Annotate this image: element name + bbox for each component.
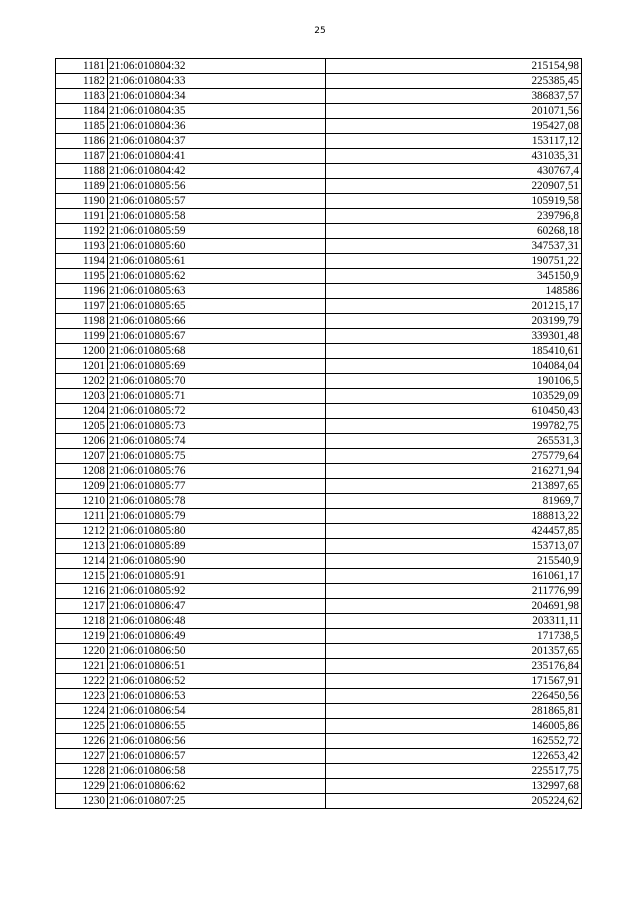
cadastral-number-cell: 21:06:010805:59 xyxy=(108,224,326,239)
table-row xyxy=(56,629,582,644)
row-number-cell: 1183 xyxy=(56,89,108,104)
cadastral-number-cell: 21:06:010806:54 xyxy=(108,704,326,719)
table-row xyxy=(56,209,582,224)
cadastral-number-cell: 21:06:010806:62 xyxy=(108,779,326,794)
row-number-cell: 1186 xyxy=(56,134,108,149)
table-row xyxy=(56,734,582,749)
cadastral-number-cell: 21:06:010804:36 xyxy=(108,119,326,134)
table-row xyxy=(56,689,582,704)
value-cell: 215154,98 xyxy=(326,59,582,74)
row-number-cell: 1213 xyxy=(56,539,108,554)
cadastral-number-cell: 21:06:010805:56 xyxy=(108,179,326,194)
cadastral-number-cell: 21:06:010805:63 xyxy=(108,284,326,299)
value-cell: 610450,43 xyxy=(326,404,582,419)
table-row xyxy=(56,329,582,344)
table-row xyxy=(56,194,582,209)
cadastral-number-cell: 21:06:010805:70 xyxy=(108,374,326,389)
table-row xyxy=(56,254,582,269)
table-row xyxy=(56,449,582,464)
row-number-cell: 1216 xyxy=(56,584,108,599)
value-cell: 235176,84 xyxy=(326,659,582,674)
value-cell: 201357,65 xyxy=(326,644,582,659)
row-number-cell: 1212 xyxy=(56,524,108,539)
table-row xyxy=(56,419,582,434)
row-number-cell: 1188 xyxy=(56,164,108,179)
value-cell: 185410,61 xyxy=(326,344,582,359)
row-number-cell: 1191 xyxy=(56,209,108,224)
row-number-cell: 1196 xyxy=(56,284,108,299)
cadastral-number-cell: 21:06:010806:52 xyxy=(108,674,326,689)
table-row xyxy=(56,134,582,149)
registry-table-body xyxy=(56,59,582,809)
table-row xyxy=(56,389,582,404)
row-number-cell: 1210 xyxy=(56,494,108,509)
row-number-cell: 1222 xyxy=(56,674,108,689)
value-cell: 188813,22 xyxy=(326,509,582,524)
value-cell: 104084,04 xyxy=(326,359,582,374)
table-row xyxy=(56,599,582,614)
cadastral-number-cell: 21:06:010805:75 xyxy=(108,449,326,464)
value-cell: 190106,5 xyxy=(326,374,582,389)
cadastral-number-cell: 21:06:010806:53 xyxy=(108,689,326,704)
table-row xyxy=(56,644,582,659)
value-cell: 122653,42 xyxy=(326,749,582,764)
value-cell: 205224,62 xyxy=(326,794,582,809)
value-cell: 265531,3 xyxy=(326,434,582,449)
value-cell: 161061,17 xyxy=(326,569,582,584)
value-cell: 430767,4 xyxy=(326,164,582,179)
table-row xyxy=(56,704,582,719)
table-row xyxy=(56,119,582,134)
cadastral-number-cell: 21:06:010805:62 xyxy=(108,269,326,284)
value-cell: 225385,45 xyxy=(326,74,582,89)
cadastral-number-cell: 21:06:010804:37 xyxy=(108,134,326,149)
cadastral-number-cell: 21:06:010805:74 xyxy=(108,434,326,449)
value-cell: 281865,81 xyxy=(326,704,582,719)
value-cell: 201215,17 xyxy=(326,299,582,314)
row-number-cell: 1226 xyxy=(56,734,108,749)
table-row xyxy=(56,779,582,794)
row-number-cell: 1209 xyxy=(56,479,108,494)
table-row xyxy=(56,584,582,599)
row-number-cell: 1223 xyxy=(56,689,108,704)
value-cell: 171567,91 xyxy=(326,674,582,689)
table-row xyxy=(56,494,582,509)
table-row xyxy=(56,299,582,314)
row-number-cell: 1194 xyxy=(56,254,108,269)
row-number-cell: 1203 xyxy=(56,389,108,404)
row-number-cell: 1225 xyxy=(56,719,108,734)
table-row xyxy=(56,659,582,674)
value-cell: 204691,98 xyxy=(326,599,582,614)
cadastral-number-cell: 21:06:010807:25 xyxy=(108,794,326,809)
table-row xyxy=(56,524,582,539)
row-number-cell: 1201 xyxy=(56,359,108,374)
cadastral-number-cell: 21:06:010806:56 xyxy=(108,734,326,749)
table-row xyxy=(56,59,582,74)
table-row xyxy=(56,224,582,239)
value-cell: 220907,51 xyxy=(326,179,582,194)
cadastral-number-cell: 21:06:010804:35 xyxy=(108,104,326,119)
table-row xyxy=(56,374,582,389)
row-number-cell: 1198 xyxy=(56,314,108,329)
table-row xyxy=(56,434,582,449)
row-number-cell: 1184 xyxy=(56,104,108,119)
value-cell: 60268,18 xyxy=(326,224,582,239)
value-cell: 132997,68 xyxy=(326,779,582,794)
row-number-cell: 1206 xyxy=(56,434,108,449)
table-row xyxy=(56,569,582,584)
value-cell: 215540,9 xyxy=(326,554,582,569)
row-number-cell: 1220 xyxy=(56,644,108,659)
cadastral-number-cell: 21:06:010804:32 xyxy=(108,59,326,74)
cadastral-number-cell: 21:06:010805:80 xyxy=(108,524,326,539)
value-cell: 146005,86 xyxy=(326,719,582,734)
value-cell: 386837,57 xyxy=(326,89,582,104)
value-cell: 275779,64 xyxy=(326,449,582,464)
table-row xyxy=(56,794,582,809)
value-cell: 195427,08 xyxy=(326,119,582,134)
cadastral-number-cell: 21:06:010805:67 xyxy=(108,329,326,344)
cadastral-number-cell: 21:06:010804:41 xyxy=(108,149,326,164)
row-number-cell: 1182 xyxy=(56,74,108,89)
table-row xyxy=(56,464,582,479)
table-row xyxy=(56,614,582,629)
value-cell: 203199,79 xyxy=(326,314,582,329)
row-number-cell: 1192 xyxy=(56,224,108,239)
table-row xyxy=(56,269,582,284)
value-cell: 239796,8 xyxy=(326,209,582,224)
value-cell: 190751,22 xyxy=(326,254,582,269)
cadastral-number-cell: 21:06:010805:58 xyxy=(108,209,326,224)
table-row xyxy=(56,404,582,419)
table-row xyxy=(56,104,582,119)
value-cell: 226450,56 xyxy=(326,689,582,704)
cadastral-number-cell: 21:06:010805:61 xyxy=(108,254,326,269)
cadastral-number-cell: 21:06:010805:66 xyxy=(108,314,326,329)
cadastral-number-cell: 21:06:010806:55 xyxy=(108,719,326,734)
table-row xyxy=(56,509,582,524)
table-row xyxy=(56,89,582,104)
registry-table xyxy=(55,58,582,809)
value-cell: 199782,75 xyxy=(326,419,582,434)
value-cell: 201071,56 xyxy=(326,104,582,119)
table-row xyxy=(56,149,582,164)
row-number-cell: 1224 xyxy=(56,704,108,719)
value-cell: 339301,48 xyxy=(326,329,582,344)
row-number-cell: 1227 xyxy=(56,749,108,764)
value-cell: 162552,72 xyxy=(326,734,582,749)
row-number-cell: 1229 xyxy=(56,779,108,794)
row-number-cell: 1189 xyxy=(56,179,108,194)
row-number-cell: 1215 xyxy=(56,569,108,584)
table-row xyxy=(56,239,582,254)
row-number-cell: 1202 xyxy=(56,374,108,389)
cadastral-number-cell: 21:06:010806:48 xyxy=(108,614,326,629)
cadastral-number-cell: 21:06:010805:91 xyxy=(108,569,326,584)
value-cell: 424457,85 xyxy=(326,524,582,539)
cadastral-number-cell: 21:06:010804:33 xyxy=(108,74,326,89)
cadastral-number-cell: 21:06:010804:34 xyxy=(108,89,326,104)
row-number-cell: 1228 xyxy=(56,764,108,779)
row-number-cell: 1195 xyxy=(56,269,108,284)
row-number-cell: 1181 xyxy=(56,59,108,74)
cadastral-number-cell: 21:06:010805:92 xyxy=(108,584,326,599)
row-number-cell: 1208 xyxy=(56,464,108,479)
value-cell: 171738,5 xyxy=(326,629,582,644)
value-cell: 431035,31 xyxy=(326,149,582,164)
row-number-cell: 1217 xyxy=(56,599,108,614)
row-number-cell: 1187 xyxy=(56,149,108,164)
cadastral-number-cell: 21:06:010805:78 xyxy=(108,494,326,509)
page-number: 25 xyxy=(314,26,326,36)
cadastral-number-cell: 21:06:010805:79 xyxy=(108,509,326,524)
value-cell: 213897,65 xyxy=(326,479,582,494)
value-cell: 153117,12 xyxy=(326,134,582,149)
value-cell: 347537,31 xyxy=(326,239,582,254)
value-cell: 105919,58 xyxy=(326,194,582,209)
value-cell: 153713,07 xyxy=(326,539,582,554)
table-row xyxy=(56,164,582,179)
row-number-cell: 1219 xyxy=(56,629,108,644)
cadastral-number-cell: 21:06:010805:65 xyxy=(108,299,326,314)
cadastral-number-cell: 21:06:010805:76 xyxy=(108,464,326,479)
row-number-cell: 1214 xyxy=(56,554,108,569)
cadastral-number-cell: 21:06:010805:89 xyxy=(108,539,326,554)
cadastral-number-cell: 21:06:010806:49 xyxy=(108,629,326,644)
value-cell: 81969,7 xyxy=(326,494,582,509)
table-row xyxy=(56,539,582,554)
cadastral-number-cell: 21:06:010806:47 xyxy=(108,599,326,614)
cadastral-number-cell: 21:06:010805:77 xyxy=(108,479,326,494)
table-row xyxy=(56,359,582,374)
cadastral-number-cell: 21:06:010805:69 xyxy=(108,359,326,374)
cadastral-number-cell: 21:06:010804:42 xyxy=(108,164,326,179)
row-number-cell: 1199 xyxy=(56,329,108,344)
row-number-cell: 1197 xyxy=(56,299,108,314)
row-number-cell: 1218 xyxy=(56,614,108,629)
row-number-cell: 1200 xyxy=(56,344,108,359)
row-number-cell: 1207 xyxy=(56,449,108,464)
cadastral-number-cell: 21:06:010806:58 xyxy=(108,764,326,779)
table-row xyxy=(56,284,582,299)
value-cell: 103529,09 xyxy=(326,389,582,404)
table-row xyxy=(56,749,582,764)
cadastral-number-cell: 21:06:010806:50 xyxy=(108,644,326,659)
cadastral-number-cell: 21:06:010806:57 xyxy=(108,749,326,764)
table-row xyxy=(56,674,582,689)
row-number-cell: 1190 xyxy=(56,194,108,209)
row-number-cell: 1185 xyxy=(56,119,108,134)
value-cell: 211776,99 xyxy=(326,584,582,599)
value-cell: 148586 xyxy=(326,284,582,299)
cadastral-number-cell: 21:06:010805:68 xyxy=(108,344,326,359)
registry-table-container xyxy=(55,58,582,809)
value-cell: 203311,11 xyxy=(326,614,582,629)
table-row xyxy=(56,554,582,569)
cadastral-number-cell: 21:06:010805:72 xyxy=(108,404,326,419)
table-row xyxy=(56,344,582,359)
row-number-cell: 1193 xyxy=(56,239,108,254)
value-cell: 345150,9 xyxy=(326,269,582,284)
row-number-cell: 1205 xyxy=(56,419,108,434)
row-number-cell: 1211 xyxy=(56,509,108,524)
cadastral-number-cell: 21:06:010805:90 xyxy=(108,554,326,569)
cadastral-number-cell: 21:06:010806:51 xyxy=(108,659,326,674)
value-cell: 225517,75 xyxy=(326,764,582,779)
table-row xyxy=(56,74,582,89)
table-row xyxy=(56,719,582,734)
cadastral-number-cell: 21:06:010805:57 xyxy=(108,194,326,209)
cadastral-number-cell: 21:06:010805:73 xyxy=(108,419,326,434)
cadastral-number-cell: 21:06:010805:60 xyxy=(108,239,326,254)
table-row xyxy=(56,764,582,779)
table-row xyxy=(56,314,582,329)
table-row xyxy=(56,479,582,494)
row-number-cell: 1204 xyxy=(56,404,108,419)
row-number-cell: 1230 xyxy=(56,794,108,809)
table-row xyxy=(56,179,582,194)
value-cell: 216271,94 xyxy=(326,464,582,479)
cadastral-number-cell: 21:06:010805:71 xyxy=(108,389,326,404)
row-number-cell: 1221 xyxy=(56,659,108,674)
